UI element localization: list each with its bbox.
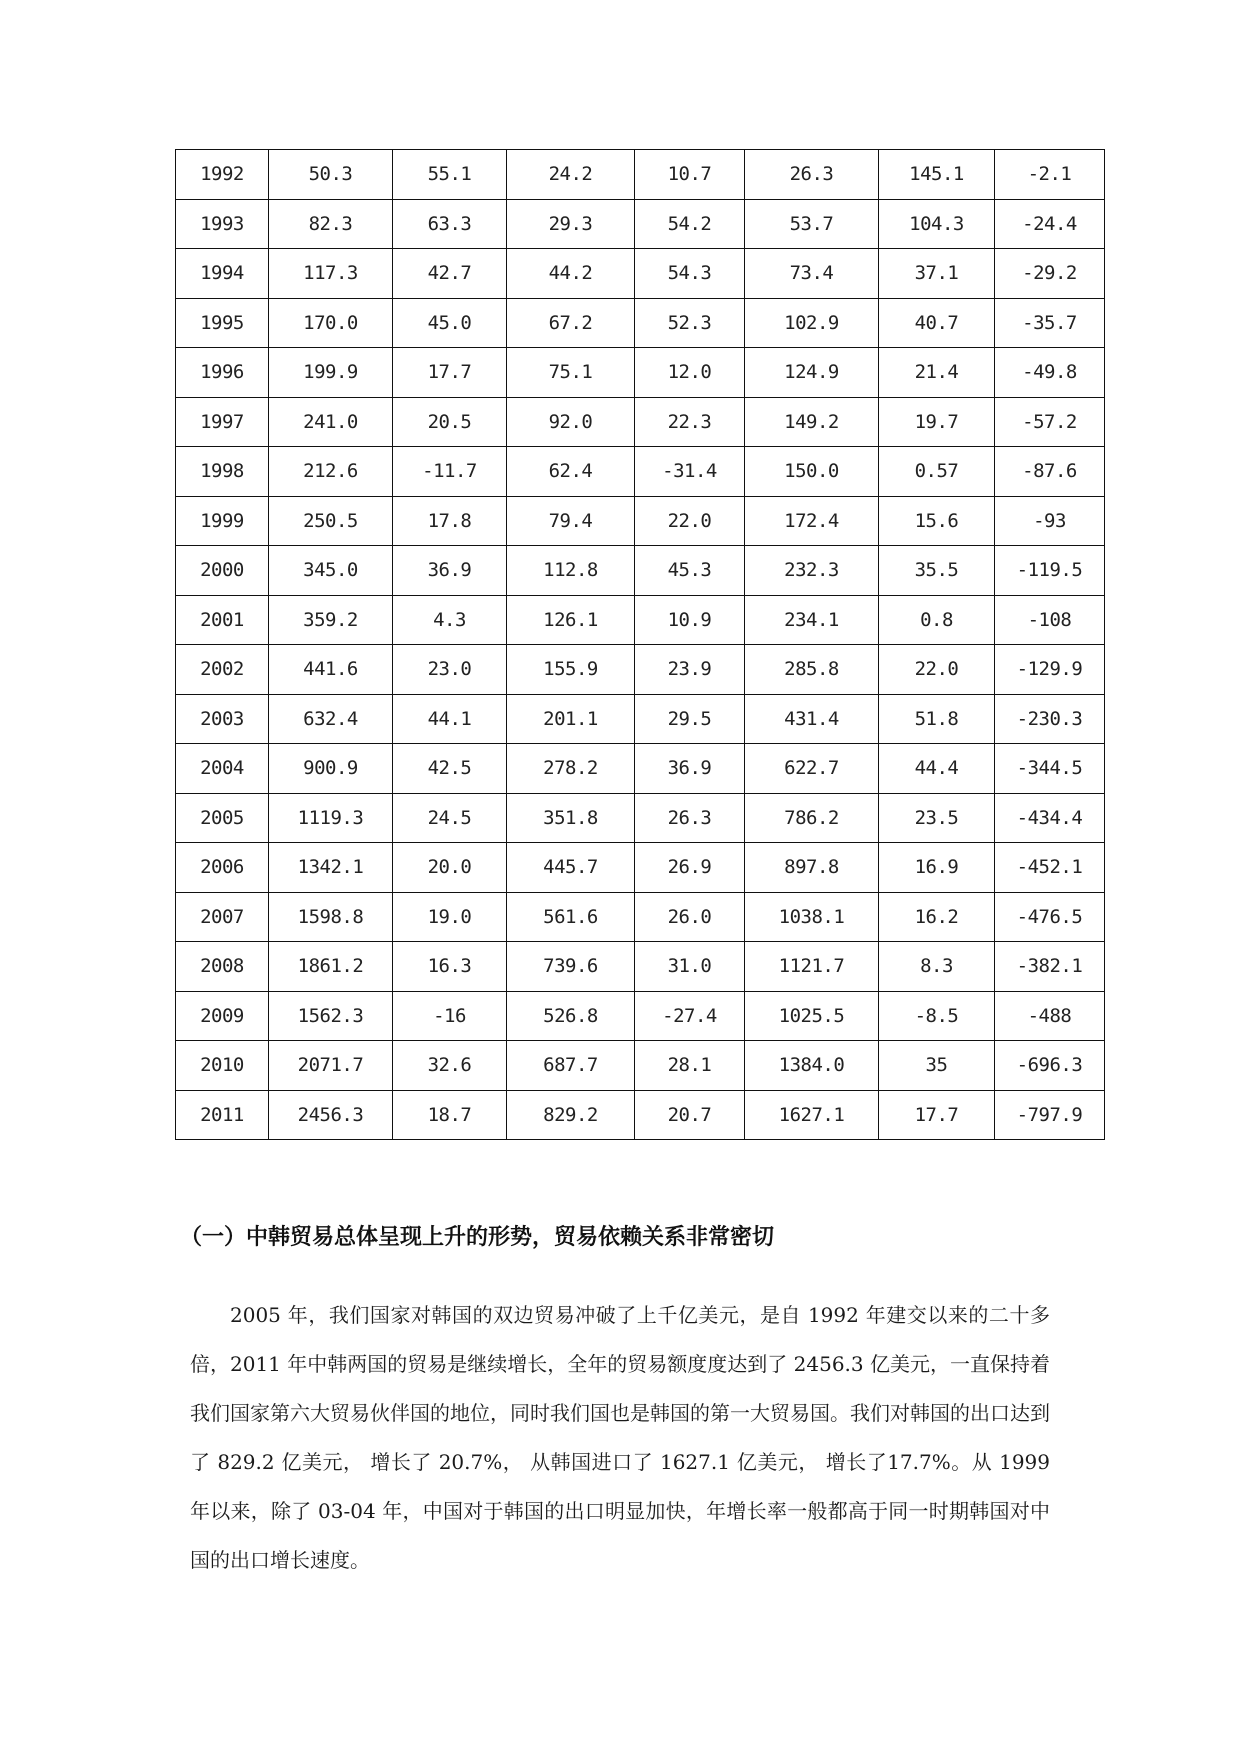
table-cell: 104.3: [879, 199, 995, 249]
table-cell: -119.5: [995, 546, 1105, 596]
year-cell: 2010: [176, 1041, 269, 1091]
table-row: [176, 1090, 1105, 1140]
table-cell: 212.6: [269, 447, 393, 497]
table-cell: 0.8: [879, 595, 995, 645]
table-cell: 150.0: [745, 447, 879, 497]
table-cell: 26.9: [635, 843, 745, 893]
table-cell: 170.0: [269, 298, 393, 348]
table-cell: 54.3: [635, 249, 745, 299]
table-cell: -57.2: [995, 397, 1105, 447]
table-cell: 16.9: [879, 843, 995, 893]
table-cell: 241.0: [269, 397, 393, 447]
table-row: [176, 150, 1105, 200]
table-cell: 50.3: [269, 150, 393, 200]
table-cell: 1342.1: [269, 843, 393, 893]
table-cell: 285.8: [745, 645, 879, 695]
table-cell: 16.3: [393, 942, 507, 992]
table-cell: 359.2: [269, 595, 393, 645]
table-cell: 155.9: [507, 645, 635, 695]
table-row: [176, 496, 1105, 546]
year-cell: 1994: [176, 249, 269, 299]
table-cell: 23.0: [393, 645, 507, 695]
table-cell: 42.5: [393, 744, 507, 794]
table-cell: -87.6: [995, 447, 1105, 497]
table-cell: 40.7: [879, 298, 995, 348]
table-cell: 2456.3: [269, 1090, 393, 1140]
table-cell: 441.6: [269, 645, 393, 695]
year-cell: 2006: [176, 843, 269, 893]
table-cell: 35: [879, 1041, 995, 1091]
table-cell: 55.1: [393, 150, 507, 200]
table-cell: 22.0: [635, 496, 745, 546]
table-cell: 54.2: [635, 199, 745, 249]
year-cell: 2007: [176, 892, 269, 942]
table-cell: -476.5: [995, 892, 1105, 942]
year-cell: 2002: [176, 645, 269, 695]
table-cell: 445.7: [507, 843, 635, 893]
table-cell: 16.2: [879, 892, 995, 942]
table-cell: 687.7: [507, 1041, 635, 1091]
body-paragraph: 2005 年，我们国家对韩国的双边贸易冲破了上千亿美元，是自 1992 年建交以来的二十多倍，2011 年中韩两国的贸易是继续增长，全年的贸易额度度达到了 2456.3 亿美元，一直保持着我们国家第六大贸易伙伴国的地位，同时我们国也是韩国的第一大贸易国。我们对韩国的出口达到了 829.2 亿美元， 增长了 20.7%， 从韩国进口了 1627.1 亿美元， 增长了17.7%。从 1999 年以来，除了 03-04 年，中国对于韩国的出口明显加快，年增长率一般都高于同一时期韩国对中国的出口增长速度。: [190, 1303, 1050, 1572]
table-row: [176, 348, 1105, 398]
year-cell: 2005: [176, 793, 269, 843]
table-cell: 31.0: [635, 942, 745, 992]
table-cell: 63.3: [393, 199, 507, 249]
table-cell: 10.9: [635, 595, 745, 645]
table-cell: 234.1: [745, 595, 879, 645]
table-cell: 18.7: [393, 1090, 507, 1140]
table-cell: 44.2: [507, 249, 635, 299]
table-cell: 15.6: [879, 496, 995, 546]
table-cell: 28.1: [635, 1041, 745, 1091]
table-cell: 22.3: [635, 397, 745, 447]
table-cell: 51.8: [879, 694, 995, 744]
table-cell: 1119.3: [269, 793, 393, 843]
table-cell: 37.1: [879, 249, 995, 299]
table-cell: 17.7: [879, 1090, 995, 1140]
table-cell: -434.4: [995, 793, 1105, 843]
table-cell: -129.9: [995, 645, 1105, 695]
year-cell: 2003: [176, 694, 269, 744]
year-cell: 2000: [176, 546, 269, 596]
table-cell: -16: [393, 991, 507, 1041]
table-cell: 45.0: [393, 298, 507, 348]
table-cell: 21.4: [879, 348, 995, 398]
table-cell: 26.0: [635, 892, 745, 942]
table-cell: 19.7: [879, 397, 995, 447]
table-cell: -49.8: [995, 348, 1105, 398]
table-cell: 12.0: [635, 348, 745, 398]
table-cell: 1627.1: [745, 1090, 879, 1140]
table-cell: 73.4: [745, 249, 879, 299]
table-row: [176, 595, 1105, 645]
table-row: [176, 645, 1105, 695]
table-cell: 45.3: [635, 546, 745, 596]
table-cell: 35.5: [879, 546, 995, 596]
table-cell: 79.4: [507, 496, 635, 546]
table-cell: -230.3: [995, 694, 1105, 744]
table-row: [176, 199, 1105, 249]
table-cell: 345.0: [269, 546, 393, 596]
table-cell: 117.3: [269, 249, 393, 299]
table-cell: 829.2: [507, 1090, 635, 1140]
table-cell: 102.9: [745, 298, 879, 348]
table-cell: 24.5: [393, 793, 507, 843]
table-cell: 1384.0: [745, 1041, 879, 1091]
table-cell: 10.7: [635, 150, 745, 200]
table-row: [176, 298, 1105, 348]
table-cell: 17.8: [393, 496, 507, 546]
table-cell: 199.9: [269, 348, 393, 398]
table-cell: -797.9: [995, 1090, 1105, 1140]
table-row: [176, 843, 1105, 893]
year-cell: 1992: [176, 150, 269, 200]
table-cell: 739.6: [507, 942, 635, 992]
year-cell: 2009: [176, 991, 269, 1041]
table-row: [176, 1041, 1105, 1091]
table-cell: 1038.1: [745, 892, 879, 942]
table-cell: 29.5: [635, 694, 745, 744]
table-cell: -35.7: [995, 298, 1105, 348]
table-cell: 1562.3: [269, 991, 393, 1041]
table-cell: 201.1: [507, 694, 635, 744]
table-cell: 20.0: [393, 843, 507, 893]
table-row: [176, 546, 1105, 596]
table-cell: 62.4: [507, 447, 635, 497]
table-row: [176, 694, 1105, 744]
table-cell: 20.7: [635, 1090, 745, 1140]
table-cell: -11.7: [393, 447, 507, 497]
table-cell: 23.9: [635, 645, 745, 695]
table-cell: 75.1: [507, 348, 635, 398]
table-cell: 36.9: [635, 744, 745, 794]
year-cell: 2004: [176, 744, 269, 794]
table-cell: -108: [995, 595, 1105, 645]
table-cell: 124.9: [745, 348, 879, 398]
year-cell: 1993: [176, 199, 269, 249]
section-heading: （一）中韩贸易总体呈现上升的形势，贸易依赖关系非常密切: [180, 1225, 775, 1250]
table-cell: -344.5: [995, 744, 1105, 794]
table-cell: 44.1: [393, 694, 507, 744]
table-cell: 2071.7: [269, 1041, 393, 1091]
table-cell: 4.3: [393, 595, 507, 645]
table-cell: -488: [995, 991, 1105, 1041]
table-row: [176, 249, 1105, 299]
table-cell: 82.3: [269, 199, 393, 249]
table-cell: -452.1: [995, 843, 1105, 893]
table-cell: -382.1: [995, 942, 1105, 992]
table-cell: 786.2: [745, 793, 879, 843]
table-cell: 1598.8: [269, 892, 393, 942]
table-cell: 53.7: [745, 199, 879, 249]
table-cell: 23.5: [879, 793, 995, 843]
year-cell: 2008: [176, 942, 269, 992]
table-cell: 24.2: [507, 150, 635, 200]
table-cell: 351.8: [507, 793, 635, 843]
year-cell: 1996: [176, 348, 269, 398]
table-body: [176, 150, 1105, 1140]
year-cell: 1995: [176, 298, 269, 348]
table-cell: 1121.7: [745, 942, 879, 992]
table-cell: 149.2: [745, 397, 879, 447]
table-cell: 92.0: [507, 397, 635, 447]
year-cell: 1997: [176, 397, 269, 447]
table-row: [176, 744, 1105, 794]
table-cell: 632.4: [269, 694, 393, 744]
table-cell: -27.4: [635, 991, 745, 1041]
year-cell: 2011: [176, 1090, 269, 1140]
table-cell: 52.3: [635, 298, 745, 348]
table-cell: -29.2: [995, 249, 1105, 299]
table-cell: 26.3: [745, 150, 879, 200]
table-cell: 900.9: [269, 744, 393, 794]
table-cell: -24.4: [995, 199, 1105, 249]
trade-data-table: [175, 149, 1105, 1140]
table-cell: 26.3: [635, 793, 745, 843]
table-cell: 32.6: [393, 1041, 507, 1091]
table-cell: 622.7: [745, 744, 879, 794]
table-cell: 112.8: [507, 546, 635, 596]
year-cell: 2001: [176, 595, 269, 645]
table-cell: 0.57: [879, 447, 995, 497]
table-cell: 20.5: [393, 397, 507, 447]
table-cell: 526.8: [507, 991, 635, 1041]
table-row: [176, 991, 1105, 1041]
table-cell: 1025.5: [745, 991, 879, 1041]
table-cell: 250.5: [269, 496, 393, 546]
table-cell: -2.1: [995, 150, 1105, 200]
table-cell: 278.2: [507, 744, 635, 794]
table-cell: 36.9: [393, 546, 507, 596]
table-cell: 29.3: [507, 199, 635, 249]
table-cell: -31.4: [635, 447, 745, 497]
table-cell: 8.3: [879, 942, 995, 992]
table-cell: 17.7: [393, 348, 507, 398]
table-cell: 232.3: [745, 546, 879, 596]
table-cell: -696.3: [995, 1041, 1105, 1091]
table-cell: 42.7: [393, 249, 507, 299]
table-cell: 561.6: [507, 892, 635, 942]
table-cell: 172.4: [745, 496, 879, 546]
year-cell: 1998: [176, 447, 269, 497]
table-row: [176, 793, 1105, 843]
table-cell: 431.4: [745, 694, 879, 744]
table-cell: 22.0: [879, 645, 995, 695]
table-cell: -8.5: [879, 991, 995, 1041]
year-cell: 1999: [176, 496, 269, 546]
table-row: [176, 942, 1105, 992]
table-row: [176, 397, 1105, 447]
table-cell: 126.1: [507, 595, 635, 645]
table-cell: 145.1: [879, 150, 995, 200]
table-row: [176, 892, 1105, 942]
table-cell: 44.4: [879, 744, 995, 794]
table-cell: -93: [995, 496, 1105, 546]
table-cell: 19.0: [393, 892, 507, 942]
table-row: [176, 447, 1105, 497]
table-cell: 897.8: [745, 843, 879, 893]
table-cell: 1861.2: [269, 942, 393, 992]
table-cell: 67.2: [507, 298, 635, 348]
